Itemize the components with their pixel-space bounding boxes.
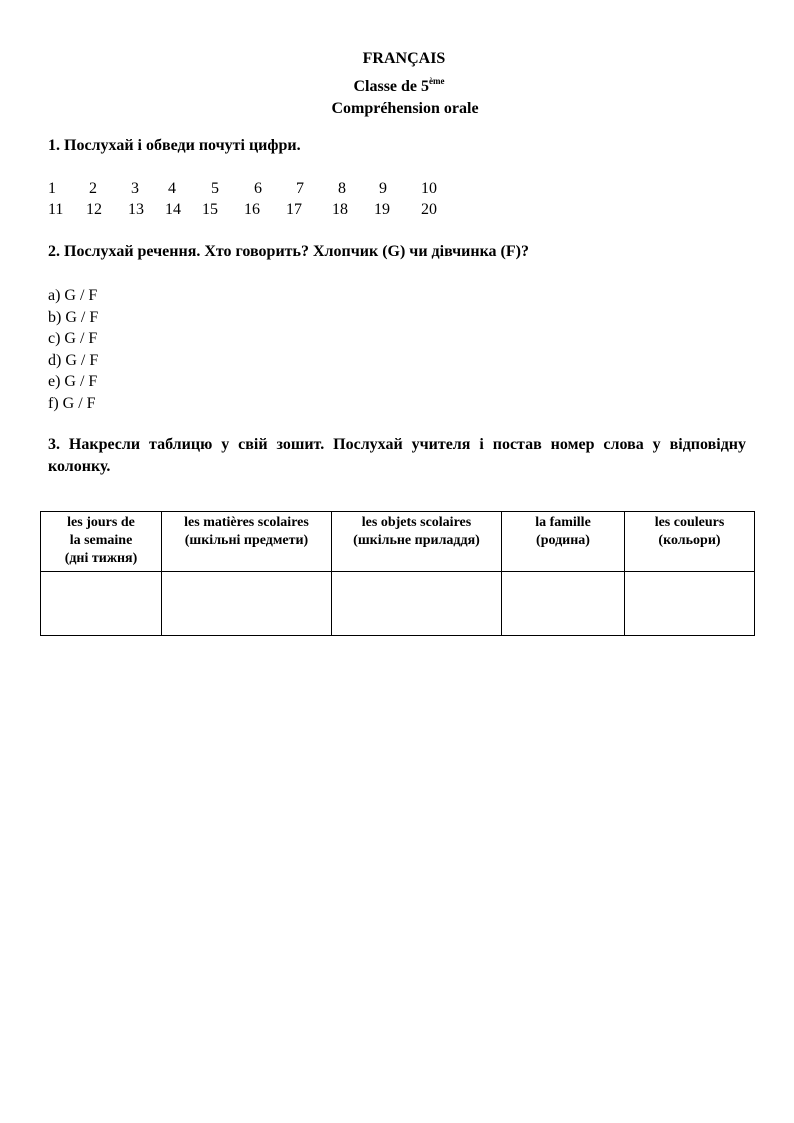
column-header-days <box>41 512 162 572</box>
column-header-school-supplies <box>332 512 502 572</box>
table-header-row <box>41 512 755 572</box>
number-item: 10 <box>421 180 437 197</box>
answer-option-d: d) G / F <box>48 351 99 369</box>
column-header-family <box>502 512 625 572</box>
class-prefix: Classe de 5 <box>353 78 430 95</box>
answer-cell-colors <box>625 572 755 636</box>
answer-cell-family <box>502 572 625 636</box>
number-item: 9 <box>379 180 387 197</box>
column-header-subjects <box>162 512 332 572</box>
column-header-line: (шкільні предмети) <box>184 533 309 548</box>
number-item: 2 <box>89 180 97 197</box>
worksheet-header <box>0 48 794 120</box>
column-header-line: (кольори) <box>658 533 721 548</box>
number-item: 5 <box>211 180 219 197</box>
column-header-line: les jours de <box>67 515 135 530</box>
number-item: 4 <box>168 180 176 197</box>
column-header-line: les matières scolaires <box>184 515 309 530</box>
answer-option-b: b) G / F <box>48 308 99 326</box>
number-item: 8 <box>338 180 346 197</box>
answer-option-f: f) G / F <box>48 394 96 412</box>
subject-title: FRANÇAIS <box>362 50 446 67</box>
number-item: 16 <box>244 201 260 218</box>
number-item: 17 <box>286 201 302 218</box>
answer-cell-subjects <box>162 572 332 636</box>
answer-option-a: a) G / F <box>48 287 98 304</box>
number-item: 11 <box>48 201 64 218</box>
column-header-line: la semaine <box>69 533 133 548</box>
worksheet-subtitle: Compréhension orale <box>331 100 479 117</box>
class-suffix: ème <box>429 76 445 86</box>
number-item: 14 <box>165 201 181 218</box>
answer-option-c: c) G / F <box>48 330 98 348</box>
answer-table <box>40 511 755 636</box>
answer-options <box>48 285 98 415</box>
column-header-line: les couleurs <box>654 515 725 530</box>
column-header-line: les objets scolaires <box>361 515 472 530</box>
number-item: 12 <box>86 201 102 218</box>
column-header-line: (шкільне приладдя) <box>353 533 480 548</box>
answer-option-e: e) G / F <box>48 373 98 391</box>
exercise-3-instruction: 3. Накресли таблицю у свій зошит. Послухай учителя і постав номер слова у відповідну колонку. <box>48 436 746 475</box>
number-item: 6 <box>254 180 262 197</box>
exercise-2-instruction: 2. Послухай речення. Хто говорить? Хлопчик (G) чи дівчинка (F)? <box>48 243 529 260</box>
number-item: 7 <box>296 180 304 197</box>
column-header-line: (родина) <box>536 533 590 548</box>
column-header-line: la famille <box>535 515 591 530</box>
number-item: 19 <box>374 201 390 218</box>
column-header-colors <box>625 512 755 572</box>
number-item: 3 <box>131 180 139 197</box>
number-item: 18 <box>332 201 348 218</box>
number-item: 13 <box>128 201 144 218</box>
number-item: 20 <box>421 201 437 218</box>
number-item: 15 <box>202 201 218 218</box>
class-level <box>4 70 794 98</box>
answer-cell-school-supplies <box>332 572 502 636</box>
table-answer-row <box>41 572 755 636</box>
number-item: 1 <box>48 180 56 197</box>
exercise-1-instruction: 1. Послухай і обведи почуті цифри. <box>48 137 301 154</box>
answer-cell-days <box>41 572 162 636</box>
column-header-line: (дні тижня) <box>64 551 138 566</box>
